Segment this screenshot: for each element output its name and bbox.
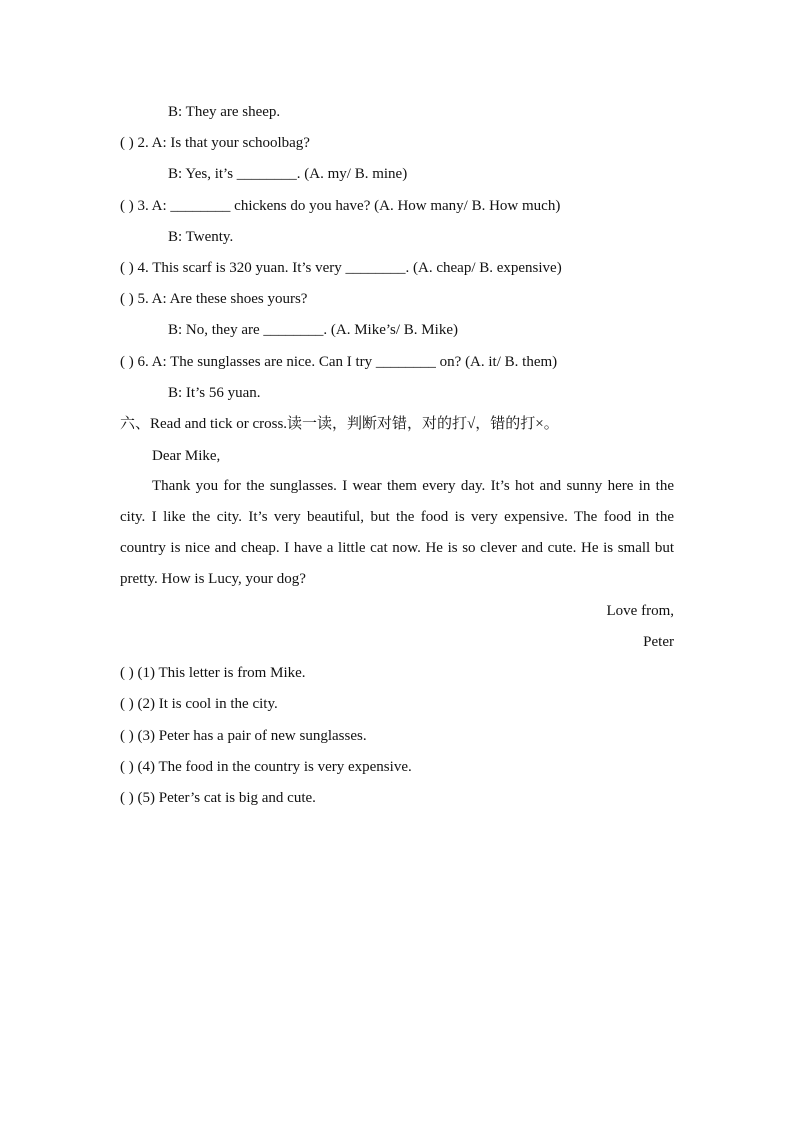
- letter-closing: Love from,: [606, 603, 674, 619]
- tick-cross-question: ( ) (4) The food in the country is very expensive.: [120, 758, 412, 775]
- section-6-heading: 六、Read and tick or cross.读一读，判断对错，对的打√，错的打×。: [120, 416, 559, 432]
- question-line: B: They are sheep.: [168, 104, 281, 120]
- tick-cross-question: ( ) (1) This letter is from Mike.: [120, 665, 306, 681]
- tick-cross-question: ( ) (5) Peter’s cat is big and cute.: [120, 790, 316, 807]
- letter-body: Thank you for the sunglasses. I wear them every day. It’s hot and sunny here in the city. I like the city. It’s very beautiful, but the food is very expensive. The food in the country is nice and cheap. I have a little cat now. He is so clever and cute. He is small but pretty. How is Lucy, your dog?: [120, 478, 674, 587]
- question-line: ( ) 6. A: The sunglasses are nice. Can I try ________ on? (A. it/ B. them): [120, 353, 558, 370]
- question-line: ( ) 3. A: ________ chickens do you have? (A. How many/ B. How much): [120, 197, 561, 214]
- question-line: ( ) 5. A: Are these shoes yours?: [120, 291, 308, 308]
- letter-signature: Peter: [643, 634, 674, 650]
- tick-cross-question: ( ) (2) It is cool in the city.: [120, 696, 278, 713]
- letter-greeting: Dear Mike,: [152, 448, 221, 464]
- tick-cross-question: ( ) (3) Peter has a pair of new sunglasses.: [120, 727, 367, 744]
- question-line: B: It’s 56 yuan.: [168, 384, 261, 401]
- question-line: B: Yes, it’s ________. (A. my/ B. mine): [168, 166, 408, 183]
- question-line: ( ) 2. A: Is that your schoolbag?: [120, 135, 310, 152]
- question-line: ( ) 4. This scarf is 320 yuan. It’s very ________. (A. cheap/ B. expensive): [120, 260, 562, 276]
- question-line: B: Twenty.: [168, 228, 234, 245]
- question-line: B: No, they are ________. (A. Mike’s/ B. Mike): [168, 322, 458, 339]
